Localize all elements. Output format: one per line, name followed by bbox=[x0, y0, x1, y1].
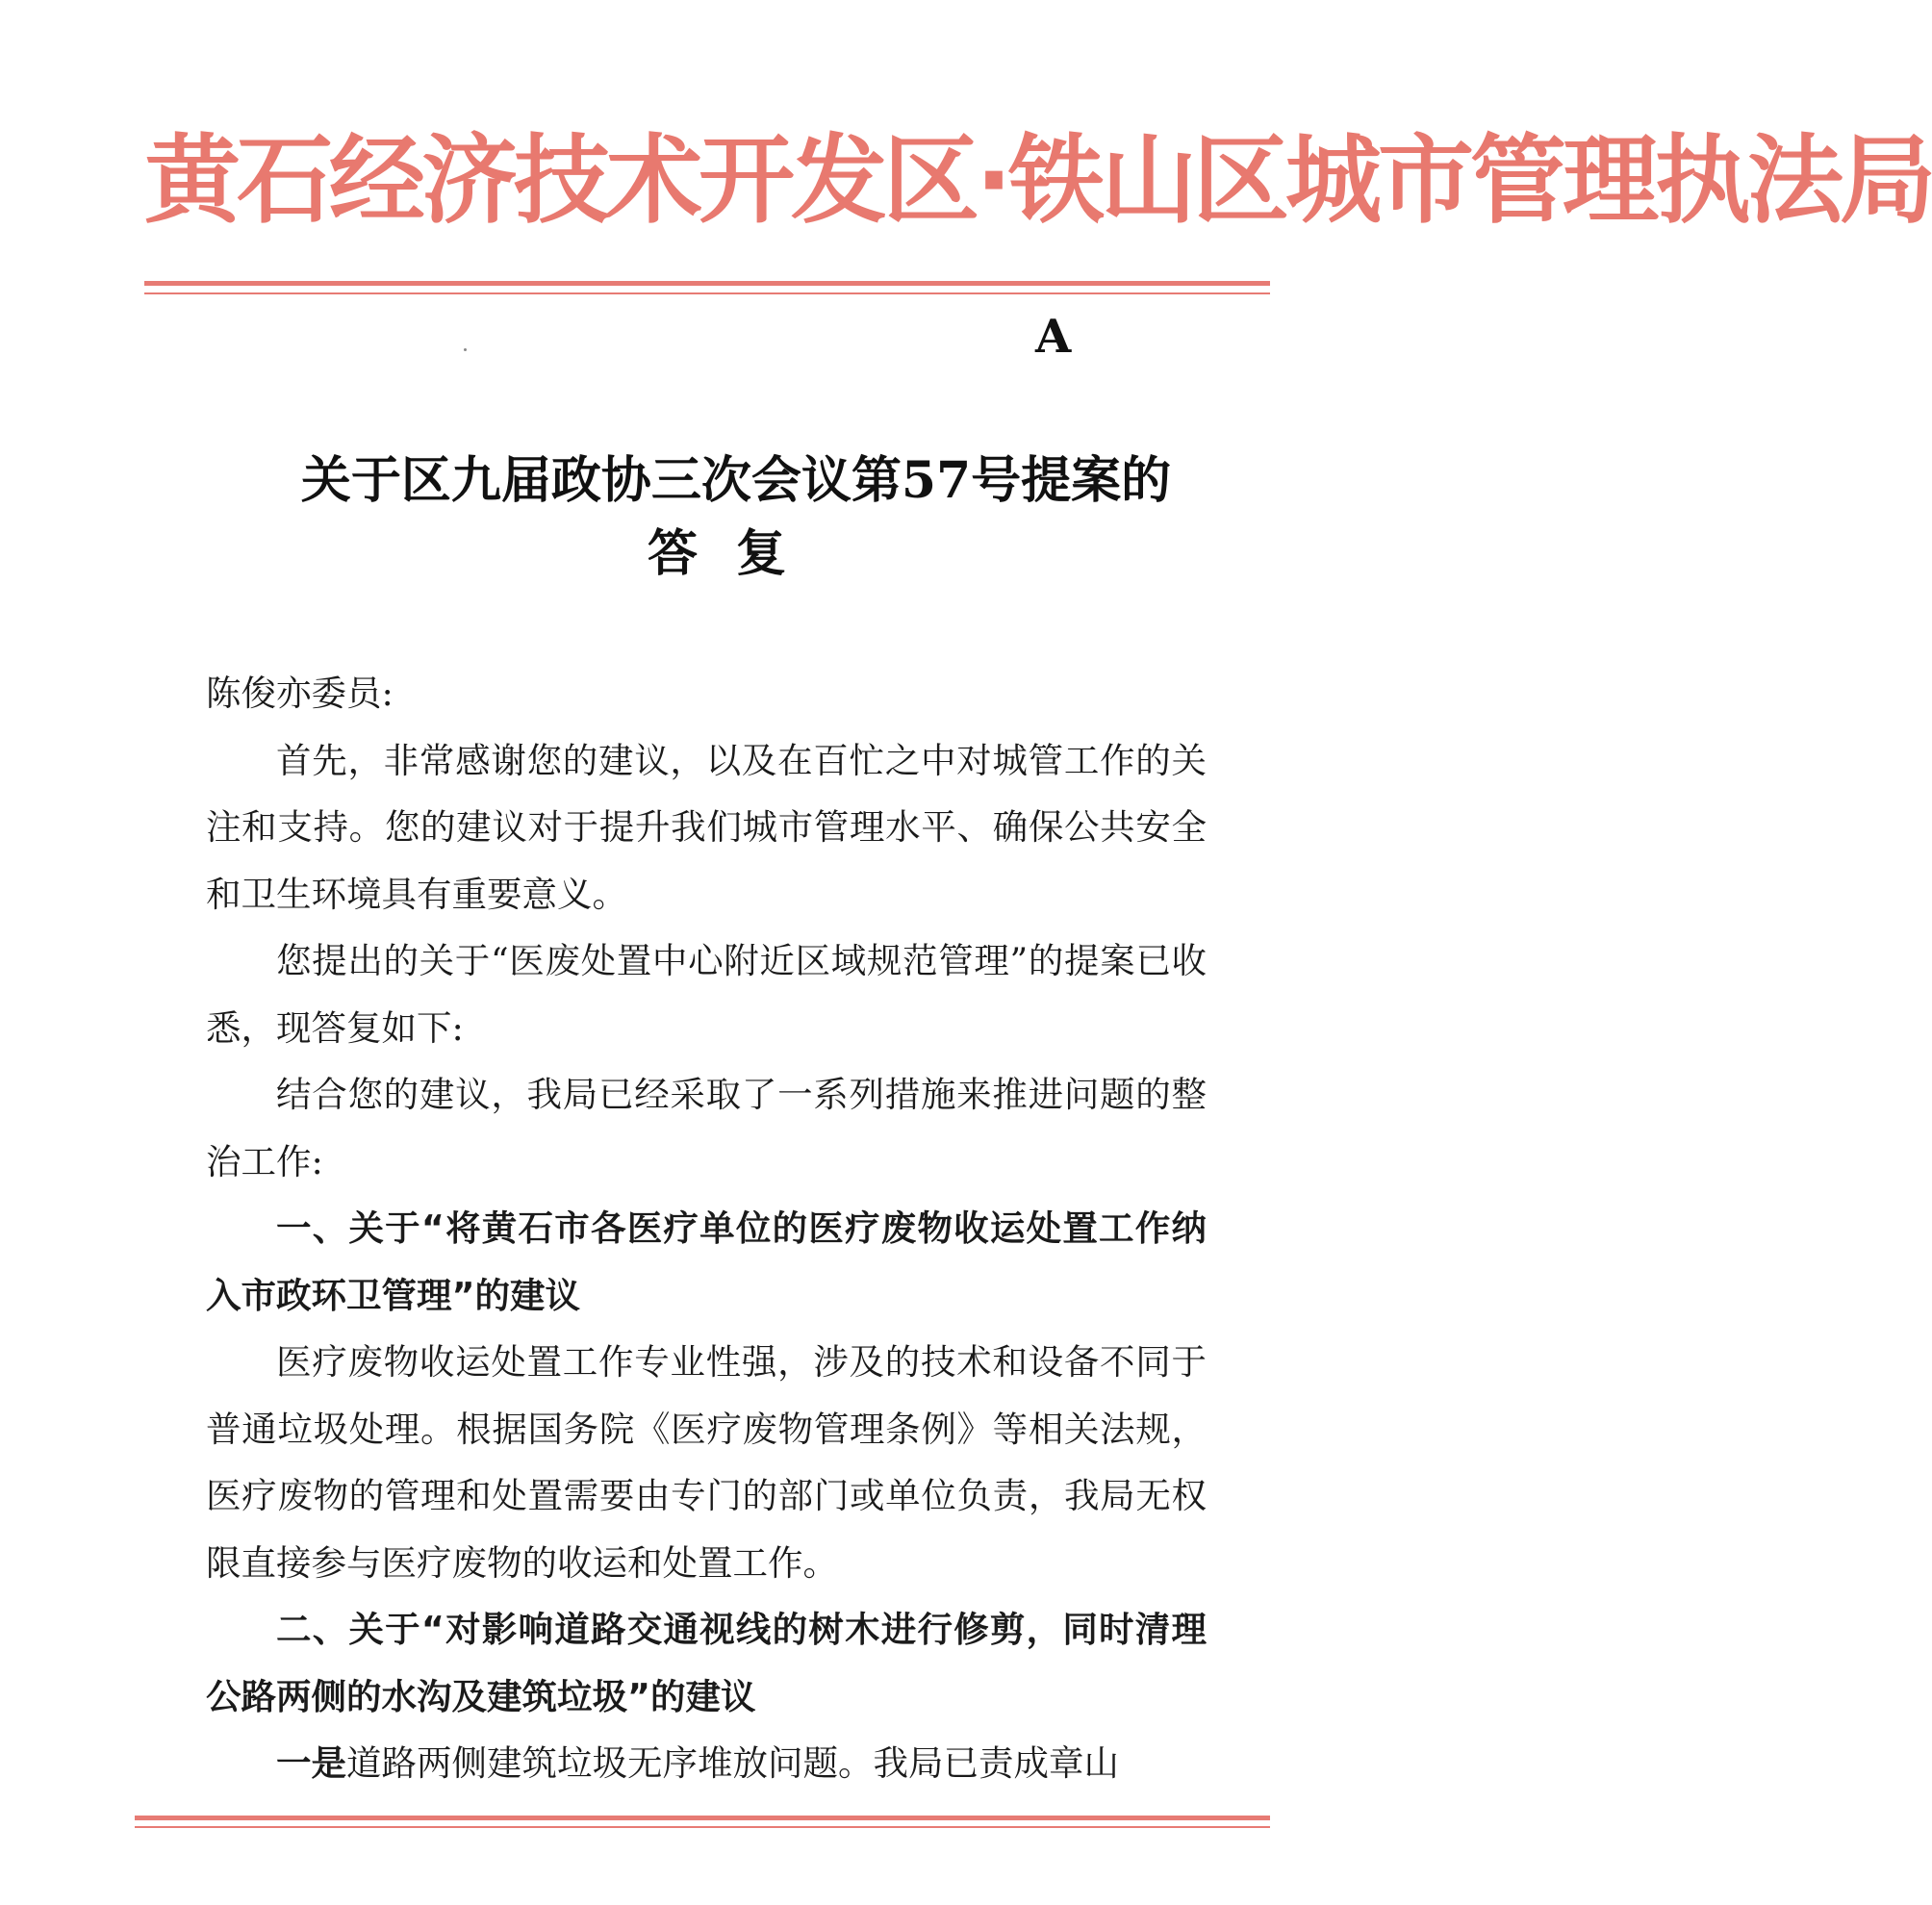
paragraph-thanks: 首先，非常感谢您的建议，以及在百忙之中对城管工作的关注和支持。您的建议对于提升我们城市管理水平、确保公共安全和卫生环境具有重要意义。 bbox=[206, 739, 1207, 915]
salutation: 陈俊亦委员: bbox=[206, 673, 394, 714]
section-heading-1: 一、关于“将黄石市各医疗单位的医疗废物收运处置工作纳入市政环卫管理”的建议 bbox=[206, 1207, 1207, 1316]
scan-speck bbox=[464, 348, 467, 351]
document-title-line2: 答复 bbox=[647, 524, 825, 583]
paragraph-measures: 结合您的建议，我局已经采取了一系列措施来推进问题的整治工作: bbox=[206, 1074, 1207, 1182]
letterhead-rule-thin bbox=[144, 292, 1270, 294]
paragraph-lead: 一是 bbox=[276, 1742, 346, 1784]
paragraph-text: 道路两侧建筑垃圾无序堆放问题。我局已责成章山 bbox=[346, 1742, 1119, 1784]
letterhead-title: 黄石经济技术开发区·铁山区城市管理执法局 bbox=[144, 124, 1932, 237]
paragraph-received: 您提出的关于“医废处置中心附近区域规范管理”的提案已收悉，现答复如下: bbox=[206, 940, 1207, 1049]
footer-rule-thick bbox=[135, 1816, 1270, 1820]
letterhead-rule-thick bbox=[144, 281, 1270, 286]
document-body bbox=[206, 660, 1207, 1797]
paragraph-construction-waste bbox=[206, 1730, 1207, 1797]
document-title-line1: 关于区九届政协三次会议第57号提案的 bbox=[300, 451, 1172, 510]
section-heading-2: 二、关于“对影响道路交通视线的树木进行修剪，同时清理公路两侧的水沟及建筑垃圾”的建议 bbox=[206, 1609, 1207, 1717]
grade-mark: A bbox=[1035, 310, 1072, 364]
paragraph-medical-waste: 医疗废物收运处置工作专业性强，涉及的技术和设备不同于普通垃圾处理。根据国务院《医疗废物管理条例》等相关法规，医疗废物的管理和处置需要由专门的部门或单位负责，我局无权限直接参与医疗废物的收运和处置工作。 bbox=[206, 1341, 1207, 1584]
footer-rule-thin bbox=[135, 1826, 1270, 1828]
